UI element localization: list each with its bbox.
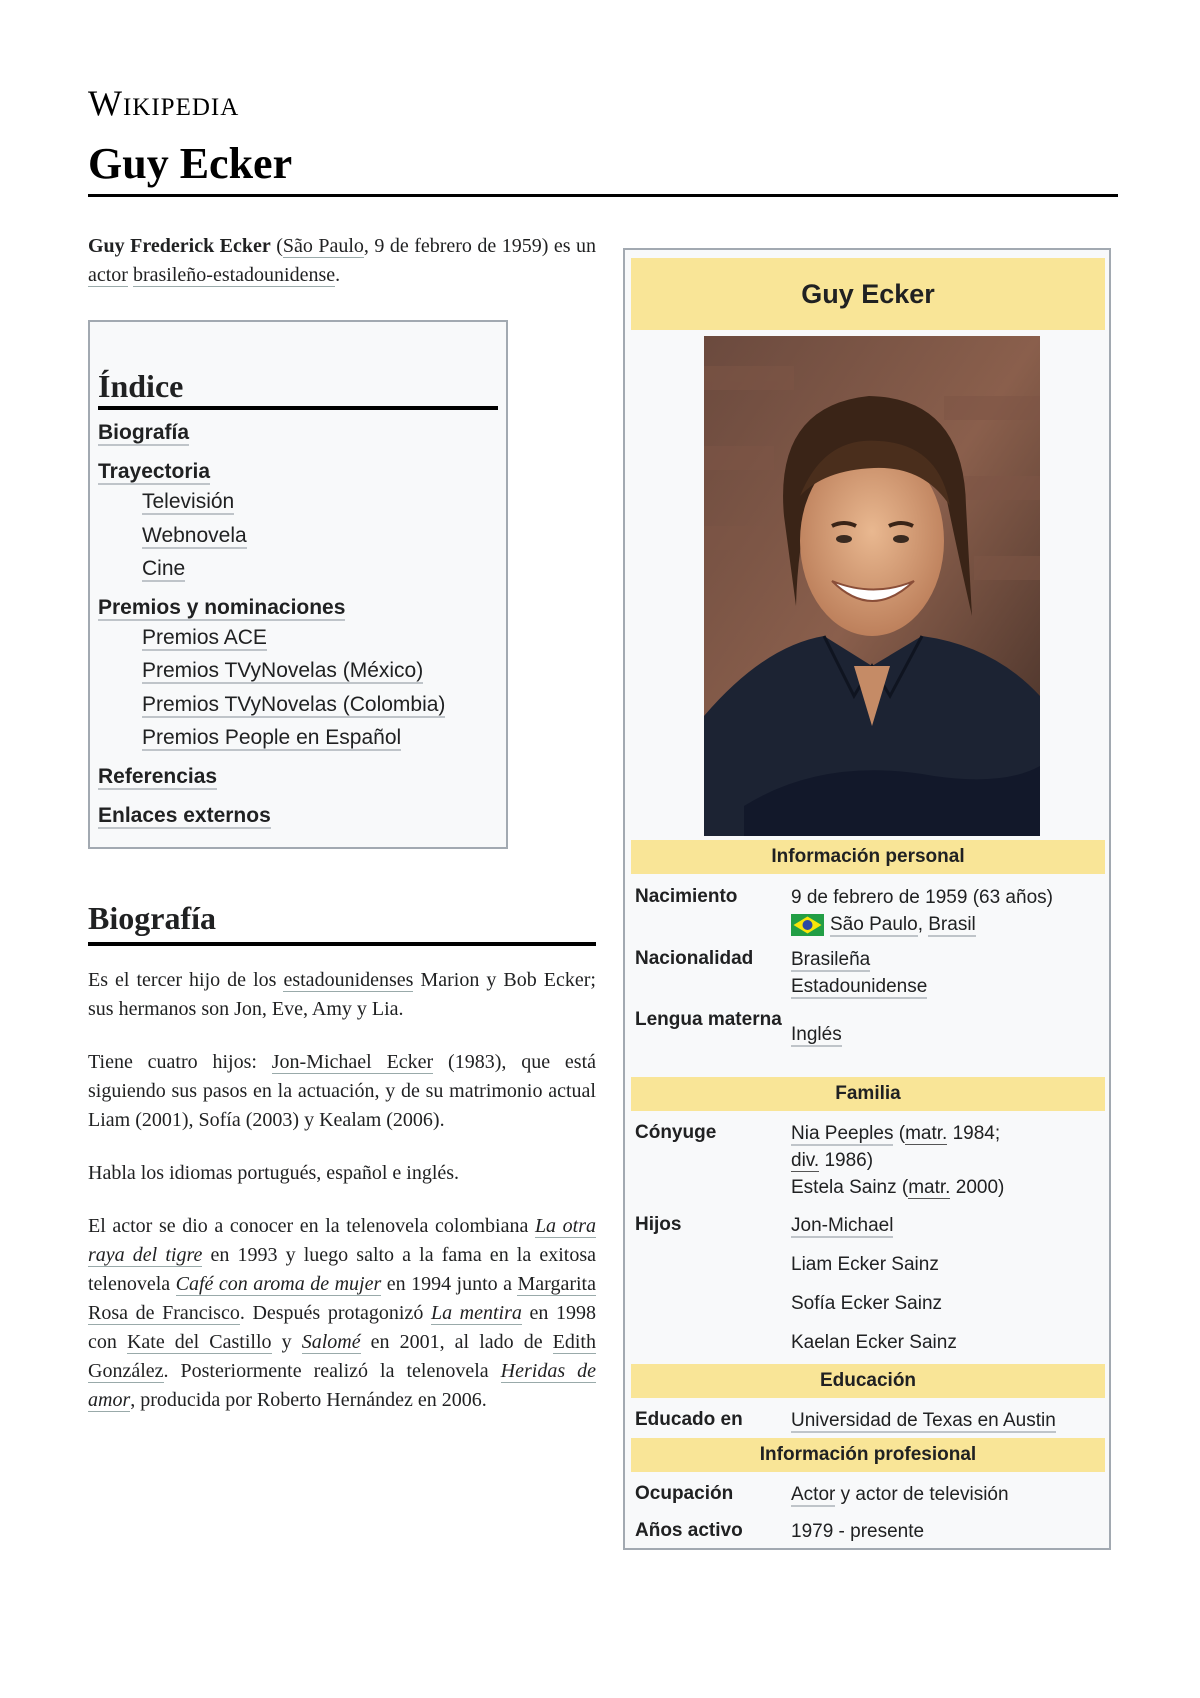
infobox-section-personal: Información personal bbox=[631, 840, 1105, 874]
educated-label: Educado en bbox=[635, 1409, 743, 1430]
toc-sub-webnovela[interactable] bbox=[98, 519, 498, 553]
toc-sub-label: Cine bbox=[142, 557, 186, 580]
toc-item-label: Referencias bbox=[98, 764, 218, 788]
spouse-label: Cónyuge bbox=[635, 1122, 717, 1143]
brasilena-link[interactable]: Brasileña bbox=[791, 949, 871, 970]
spouse-text: 2000) bbox=[950, 1177, 1005, 1198]
cafe-con-aroma-link[interactable]: Café con aroma de mujer bbox=[175, 1273, 382, 1295]
toc-sub-label: Premios TVyNovelas (México) bbox=[142, 659, 424, 682]
birth-value bbox=[791, 884, 1101, 938]
toc-sub-cine[interactable] bbox=[98, 552, 498, 586]
children-label: Hijos bbox=[635, 1214, 682, 1235]
toc-sub-premios-ace[interactable] bbox=[98, 621, 498, 655]
bio-text: Es el tercer hijo de los bbox=[88, 969, 284, 991]
matr-abbr: matr. bbox=[908, 1177, 951, 1198]
sao-paulo-link[interactable]: São Paulo bbox=[830, 914, 918, 935]
toc-sub-label: Premios TVyNovelas (Colombia) bbox=[142, 692, 446, 716]
occupation-label: Ocupación bbox=[635, 1483, 734, 1504]
lead-text: ( bbox=[270, 235, 283, 257]
la-otra-raya-link[interactable]: La otra raya del tigre bbox=[88, 1215, 597, 1266]
estadounidense-link[interactable]: Estadounidense bbox=[791, 976, 928, 997]
toc-sub-people-espanol[interactable] bbox=[98, 721, 498, 755]
lead-text: . bbox=[335, 264, 341, 286]
heridas-de-amor-link[interactable]: Heridas de amor bbox=[88, 1360, 596, 1411]
portrait-image bbox=[704, 336, 1040, 836]
lead-section bbox=[88, 232, 596, 290]
toc-item-premios[interactable] bbox=[98, 591, 498, 625]
spouse-text: 1984; bbox=[947, 1123, 1001, 1144]
birth-label: Nacimiento bbox=[635, 886, 738, 907]
infobox bbox=[623, 248, 1111, 1550]
children-value bbox=[791, 1212, 1101, 1368]
toc-item-biografia[interactable] bbox=[98, 416, 498, 450]
child-name: Kaelan Ecker Sainz bbox=[791, 1332, 957, 1353]
bio-text: . Después protagonizó bbox=[239, 1302, 431, 1324]
portrait-photo[interactable] bbox=[704, 336, 1040, 836]
toc-sub-label: Premios ACE bbox=[142, 625, 267, 649]
ingles-link[interactable]: Inglés bbox=[791, 1024, 842, 1045]
bio-text: en 2001, al lado de bbox=[360, 1331, 553, 1353]
toc-sub-label: Televisión bbox=[142, 490, 235, 513]
bio-text: . Posteriormente realizó la telenovela bbox=[163, 1360, 501, 1382]
birth-place bbox=[791, 911, 1101, 938]
page bbox=[88, 0, 1118, 1698]
margarita-rosa-link[interactable]: Margarita Rosa de Francisco bbox=[88, 1273, 596, 1324]
bio-paragraph bbox=[88, 966, 596, 1024]
lead-paragraph bbox=[88, 232, 596, 290]
nationality-link[interactable]: brasileño-estadounidense bbox=[132, 264, 336, 286]
wikipedia-wordmark[interactable]: Wikipedia bbox=[88, 83, 240, 123]
bio-paragraph bbox=[88, 1212, 596, 1415]
bio-text: Marion y Bob Ecker; sus hermanos son Jon, Eve, Amy y Lia. bbox=[88, 969, 596, 1020]
toc-item-enlaces[interactable] bbox=[98, 799, 498, 833]
jon-michael-link[interactable]: Jon-Michael Ecker bbox=[271, 1051, 434, 1073]
salome-link[interactable]: Salomé bbox=[301, 1331, 361, 1353]
actor-occupation-link[interactable]: Actor bbox=[791, 1484, 836, 1505]
toc-item-label: Enlaces externos bbox=[98, 803, 271, 827]
birth-date: 9 de febrero de 1959 (63 años) bbox=[791, 887, 1053, 908]
biography-body bbox=[88, 966, 596, 1439]
toc-title: Índice bbox=[98, 334, 498, 410]
toc-sub-label: Premios People en Español bbox=[142, 726, 402, 749]
div-abbr: div. bbox=[791, 1150, 820, 1171]
bio-text: en 1998 con bbox=[88, 1302, 596, 1353]
edith-gonzalez-link[interactable]: Edith González bbox=[88, 1331, 596, 1382]
bio-text: El actor se dio a conocer en la telenovela colombiana bbox=[88, 1215, 535, 1237]
toc-sub-tvynovelas-mexico[interactable] bbox=[98, 654, 498, 688]
matr-abbr: matr. bbox=[905, 1123, 948, 1144]
actor-link[interactable]: actor bbox=[88, 264, 128, 286]
bio-text: en 1994 junto a bbox=[381, 1273, 518, 1295]
nia-peeples-link[interactable]: Nia Peeples bbox=[791, 1123, 894, 1144]
nationality-value bbox=[791, 946, 1101, 1000]
spouse-text: 1986) bbox=[819, 1150, 874, 1171]
infobox-title: Guy Ecker bbox=[631, 258, 1105, 330]
lead-text: , 9 de febrero de 1959) es un bbox=[363, 235, 596, 257]
estadounidenses-link[interactable]: estadounidenses bbox=[283, 969, 414, 991]
educated-value bbox=[791, 1407, 1101, 1434]
birthplace-link[interactable]: São Paulo bbox=[282, 235, 364, 257]
years-value: 1979 - presente bbox=[791, 1521, 925, 1542]
page-title: Guy Ecker bbox=[88, 140, 1118, 197]
bio-text: , producida por Roberto Hernández en 2006. bbox=[130, 1389, 487, 1411]
toc-sub-label: Webnovela bbox=[142, 523, 247, 547]
toc-item-referencias[interactable] bbox=[98, 760, 498, 794]
birth-sep: , bbox=[917, 914, 929, 935]
lead-name: Guy Frederick Ecker bbox=[88, 235, 271, 257]
occupation-value bbox=[791, 1481, 1101, 1508]
infobox-section-education: Educación bbox=[631, 1364, 1105, 1398]
language-value bbox=[791, 1021, 1101, 1048]
spouse-text: Estela Sainz ( bbox=[791, 1177, 909, 1198]
bio-text: y bbox=[271, 1331, 302, 1353]
kate-del-castillo-link[interactable]: Kate del Castillo bbox=[126, 1331, 272, 1353]
infobox-section-professional: Información profesional bbox=[631, 1438, 1105, 1472]
infobox-section-family: Familia bbox=[631, 1077, 1105, 1111]
toc-item-trayectoria[interactable] bbox=[98, 455, 498, 489]
ut-austin-link[interactable]: Universidad de Texas en Austin bbox=[791, 1410, 1056, 1431]
toc-item-label: Biografía bbox=[98, 421, 190, 444]
bio-paragraph bbox=[88, 1048, 596, 1135]
toc-item-label: Premios y nominaciones bbox=[98, 595, 346, 619]
bio-text: en 1993 y luego salto a la fama en la exitosa telenovela bbox=[88, 1244, 597, 1295]
brasil-link[interactable]: Brasil bbox=[928, 914, 976, 935]
occupation-text: y actor de televisión bbox=[835, 1484, 1009, 1505]
nationality-label: Nacionalidad bbox=[635, 948, 754, 969]
child-name: Sofía Ecker Sainz bbox=[791, 1293, 943, 1314]
child-name: Liam Ecker Sainz bbox=[791, 1254, 939, 1275]
spouse-value bbox=[791, 1120, 1101, 1201]
jon-michael-child-link[interactable]: Jon-Michael bbox=[791, 1215, 894, 1236]
years-label: Años activo bbox=[635, 1520, 743, 1541]
spouse-text: ( bbox=[893, 1123, 906, 1144]
toc-item-label: Trayectoria bbox=[98, 460, 211, 483]
la-mentira-link[interactable]: La mentira bbox=[430, 1302, 522, 1324]
brazil-flag-icon bbox=[791, 914, 824, 936]
table-of-contents bbox=[88, 320, 508, 849]
section-heading-biografia: Biografía bbox=[88, 898, 596, 946]
bio-text: (1983), que está siguiendo sus pasos en la actuación, y de su matrimonio actual Liam (2001), Sofía (2003) y Kealam (2006). bbox=[88, 1051, 596, 1131]
bio-text: Tiene cuatro hijos: bbox=[88, 1051, 272, 1073]
toc-sub-television[interactable] bbox=[98, 485, 498, 519]
bio-paragraph: Habla los idiomas portugués, español e inglés. bbox=[88, 1162, 460, 1184]
language-label: Lengua materna bbox=[635, 1009, 782, 1030]
toc-sub-tvynovelas-colombia[interactable] bbox=[98, 688, 498, 722]
